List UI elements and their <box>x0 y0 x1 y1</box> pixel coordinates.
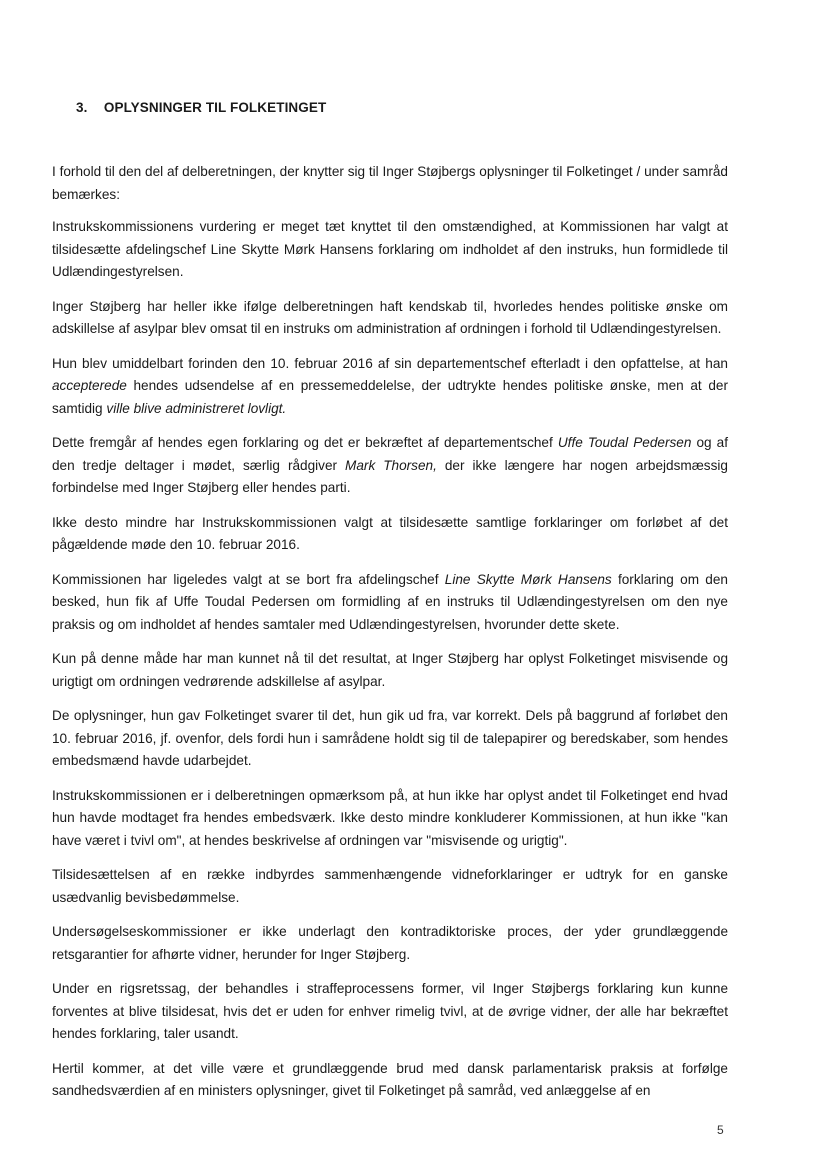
text-segment: Kommissionen har ligeledes valgt at se bort fra afdelingschef <box>52 571 445 587</box>
paragraph <box>52 432 728 500</box>
text-segment: der ikke længere har nogen arbejdsmæssig forbindelse med Inger Støjberg eller hendes parti. <box>52 457 728 495</box>
text-segment: og af den tredje deltager i mødet, særlig rådgiver <box>52 435 728 473</box>
paragraph <box>52 978 728 1046</box>
text-segment: Hertil kommer, at det ville være et grundlæggende brud med dansk parlamentarisk praksis at forfølge sandhedsværdien af en ministers oplysninger, givet til Folketinget på samråd, ved anlæggelse af en <box>52 1060 728 1098</box>
paragraph <box>52 648 728 693</box>
text-segment: hendes udsendelse af en pressemeddelelse, der udtrykte hendes politiske ønske, men at der samtidig <box>52 378 728 416</box>
paragraph <box>52 216 728 284</box>
section-number: 3. <box>76 100 88 115</box>
paragraph <box>52 921 728 966</box>
text-segment: De oplysninger, hun gav Folketinget svarer til det, hun gik ud fra, var korrekt. Dels på baggrund af forløbet den 10. februar 2016, jf. ovenfor, dels fordi hun i samrådene holdt sig til de talepapirer og beredskaber, som hendes embedsmænd havde udarbejdet. <box>52 708 728 768</box>
paragraph <box>52 705 728 773</box>
text-segment: Under en rigsretssag, der behandles i straffeprocessens former, vil Inger Støjbergs forklaring kun kunne forventes at blive tilsidesat, hvis det er uden for enhver rimelig tvivl, at de øvrige vidner, der alle har bekræftet hendes forklaring, taler usandt. <box>52 981 728 1041</box>
page-number: 5 <box>717 1123 724 1137</box>
section-heading <box>76 100 326 115</box>
text-segment: Tilsidesættelsen af en række indbyrdes sammenhængende vidneforklaringer er udtryk for en ganske usædvanlig bevisbedømmelse. <box>52 867 728 905</box>
body-text <box>52 161 728 1115</box>
text-segment: Ikke desto mindre har Instrukskommissionen valgt at tilsidesætte samtlige forklaringer om forløbet af det pågældende møde den 10. februar 2016. <box>52 514 728 552</box>
section-title: OPLYSNINGER TIL FOLKETINGET <box>103 100 327 115</box>
paragraph <box>52 296 728 341</box>
paragraph <box>52 785 728 853</box>
paragraph <box>52 161 728 206</box>
paragraph <box>52 569 728 637</box>
text-segment: Inger Støjberg har heller ikke ifølge delberetningen haft kendskab til, hvorledes hendes politiske ønske om adskillelse af asylpar blev omsat til en instruks om administration af ordningen i forhold til Udlændingestyrelsen. <box>52 298 728 336</box>
italic-text: Mark Thorsen, <box>345 457 437 473</box>
italic-text: Uffe Toudal Pedersen <box>557 435 692 450</box>
italic-text: accepterede <box>52 378 127 393</box>
text-segment: Undersøgelseskommissioner er ikke underlagt den kontradiktoriske proces, der yder grundlæggende retsgarantier for afhørte vidner, herunder for Inger Støjberg. <box>52 924 728 962</box>
text-segment: I forhold til den del af delberetningen, der knytter sig til Inger Støjbergs oplysninger til Folketinget / under samråd bemærkes: <box>52 164 728 202</box>
paragraph <box>52 353 728 421</box>
text-segment: Kun på denne måde har man kunnet nå til det resultat, at Inger Støjberg har oplyst Folketinget misvisende og urigtigt om ordningen vedrørende adskillelse af asylpar. <box>52 651 728 689</box>
text-segment: Instrukskommissionens vurdering er meget tæt knyttet til den omstændighed, at Kommissionen har valgt at tilsidesætte afdelingschef Line Skytte Mørk Hansens forklaring om indholdet af den instruks, hun formidlede til Udlændingestyrelsen. <box>52 219 728 279</box>
italic-text: ville blive administreret lovligt. <box>106 400 287 416</box>
text-segment: Dette fremgår af hendes egen forklaring og det er bekræftet af departementschef <box>52 435 558 450</box>
text-segment: Instrukskommissionen er i delberetningen opmærksom på, at hun ikke har oplyst andet til Folketinget end hvad hun havde modtaget fra hendes embedsværk. Ikke desto mindre konkluderer Kommissionen, at hun ikke "kan have været i tvivl om", at hendes beskrivelse af ordningen var "misvisende og urigtig". <box>52 787 728 848</box>
text-segment: Hun blev umiddelbart forinden den 10. februar 2016 af sin departementschef efterladt i den opfattelse, at han <box>52 355 728 371</box>
text-segment: forklaring om den besked, hun fik af Uffe Toudal Pedersen om formidling af en instruks til Udlændingestyrelsen om den nye praksis og om indholdet af hendes samtaler med Udlændingestyrelsen, hvorunder dette skete. <box>52 571 728 632</box>
paragraph <box>52 1058 728 1103</box>
italic-text: Line Skytte Mørk Hansens <box>444 571 612 587</box>
paragraph <box>52 864 728 909</box>
paragraph <box>52 512 728 557</box>
